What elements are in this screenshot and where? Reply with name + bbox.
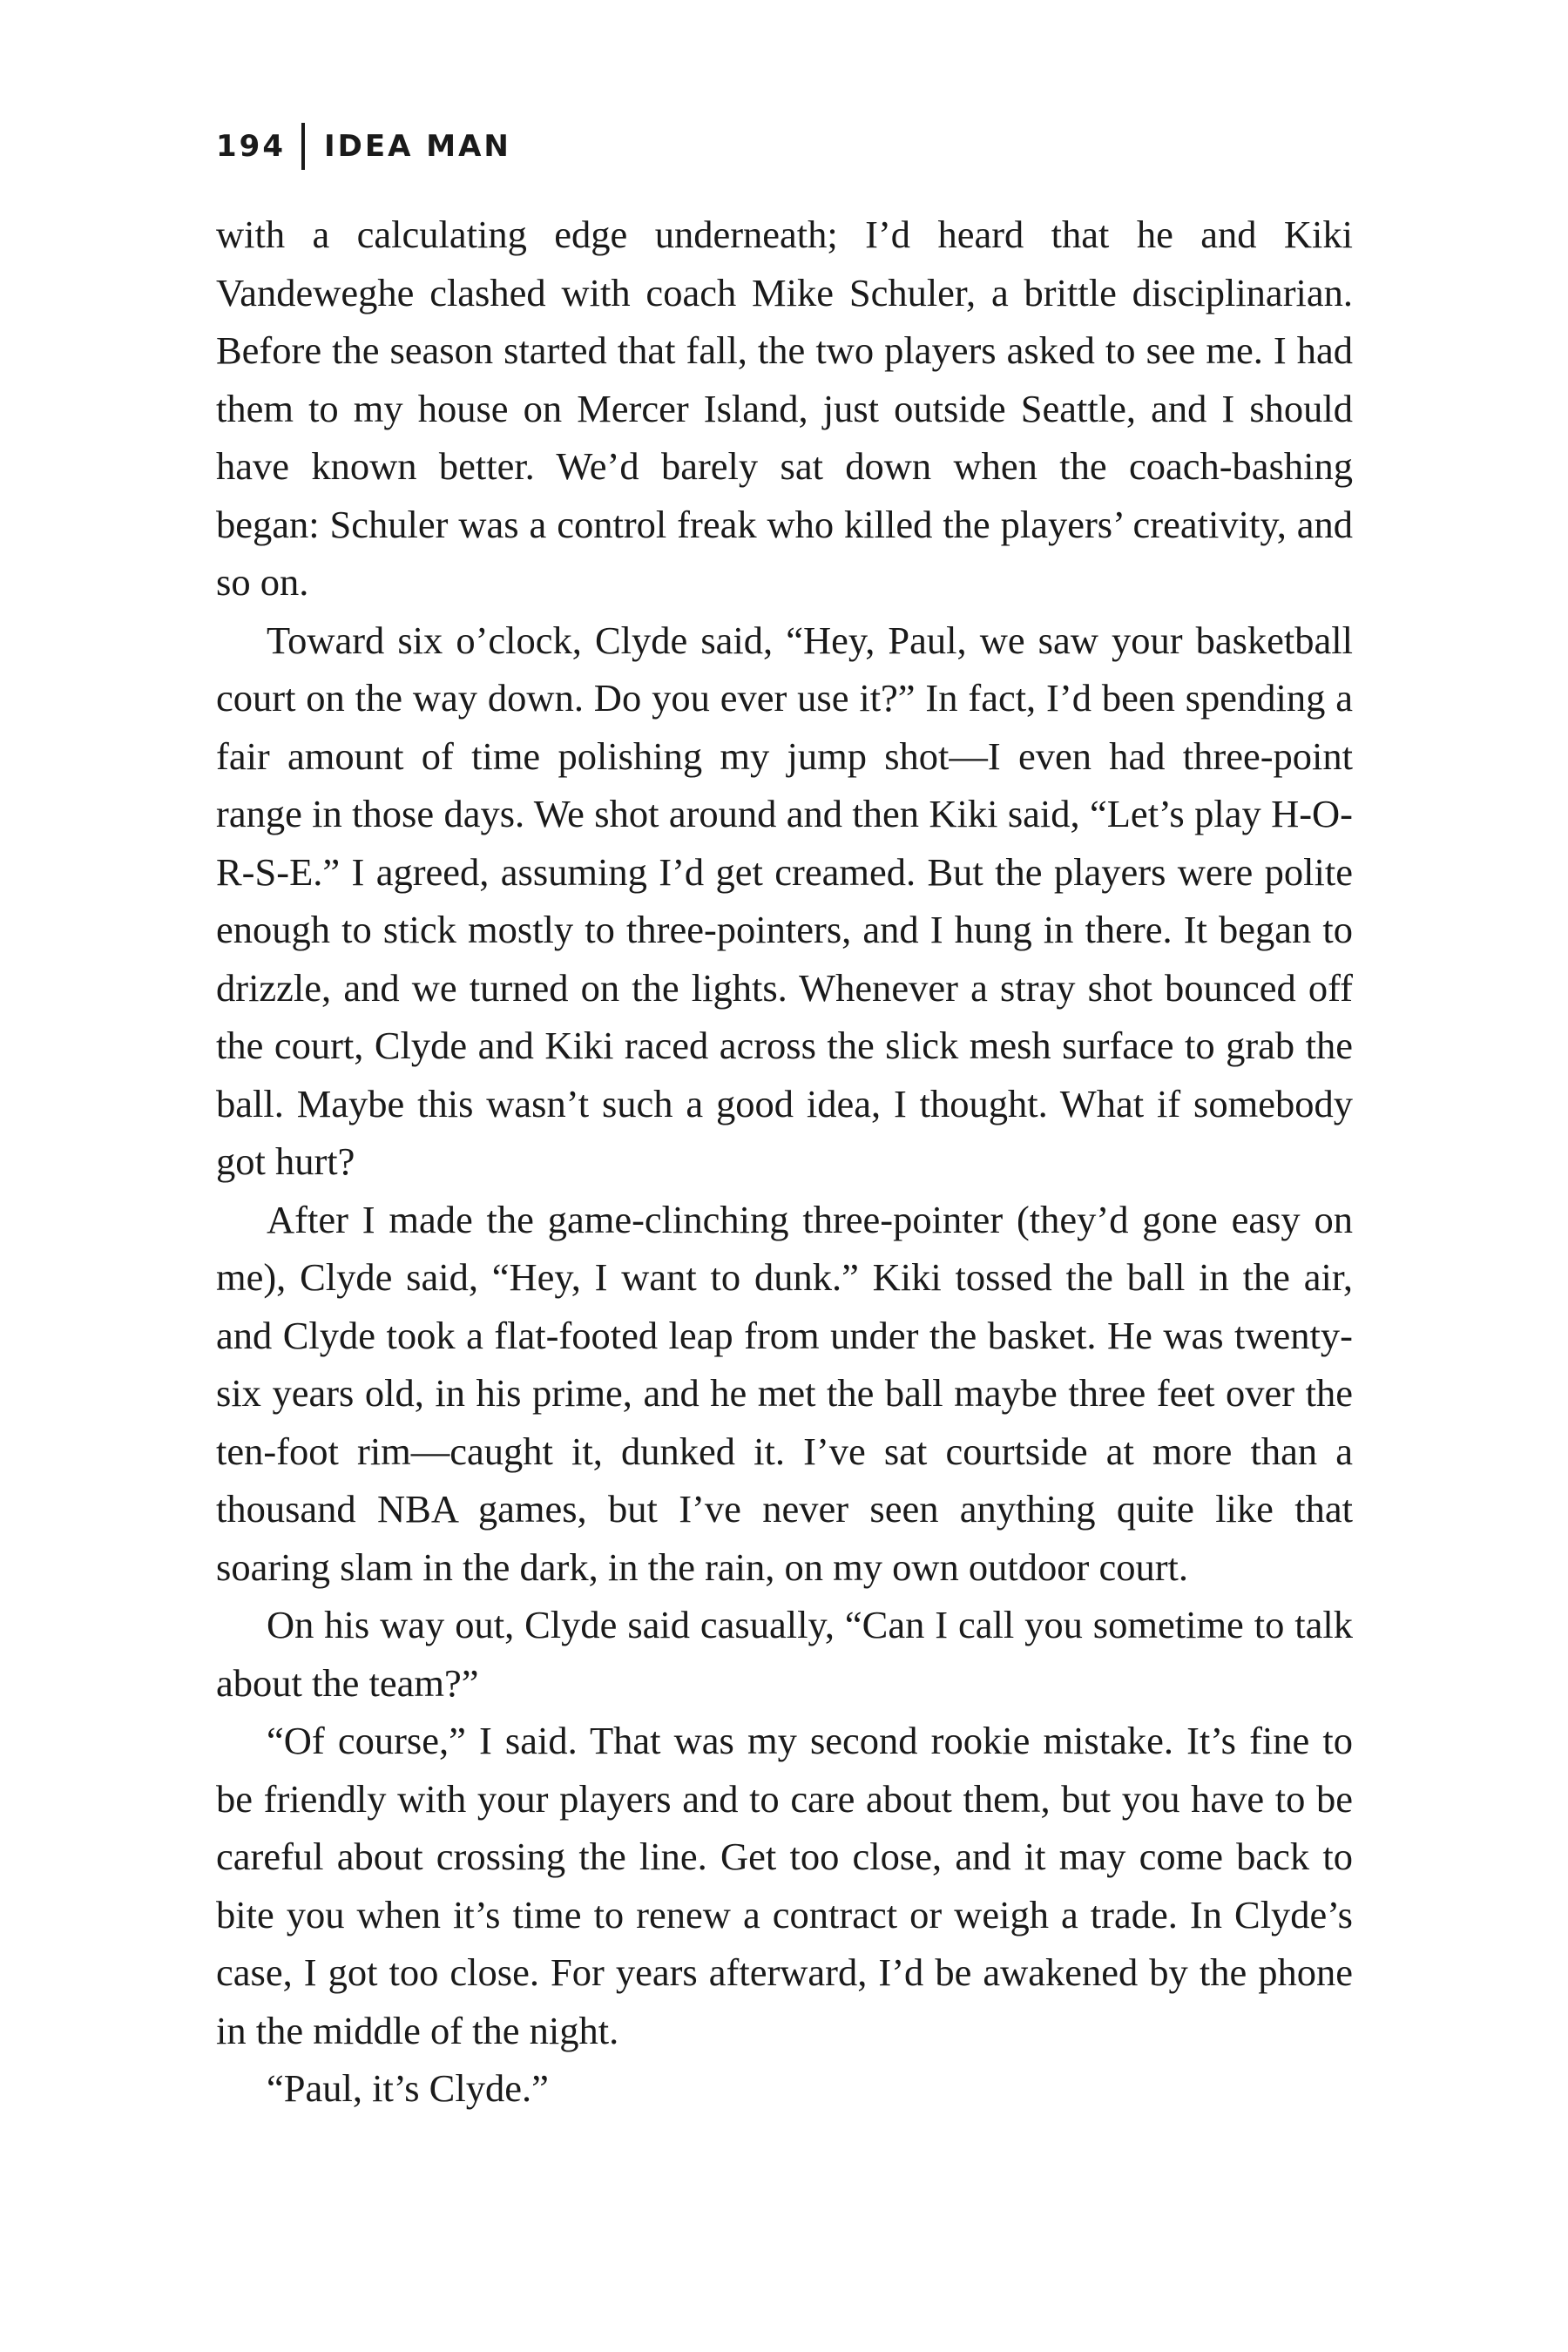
paragraph-continued: with a calculating edge underneath; I’d heard that he and Kiki Vandeweghe clashed with coach Mike Schuler, a brittle disciplinarian. Before the season started that fall, the two players asked to see me. I had them to my house on Mercer Island, just outside Seattle, and I should have known better. We’d barely sat down when the coach-bashing began: Schuler was a control freak who killed the players’ creativity, and so on.	[216, 213, 1353, 604]
book-title: IDEA MAN	[323, 129, 511, 164]
paragraph: After I made the game-clinching three-pointer (they’d gone easy on me), Clyde said, “Hey, I want to dunk.” Kiki tossed the ball in the air, and Clyde took a flat-footed leap from under the basket. He was twenty-six years old, in his prime, and he met the ball maybe three feet over the ten-foot rim—caught it, dunked it. I’ve sat courtside at more than a thousand NBA games, but I’ve never seen anything quite like that soaring slam in the dark, in the rain, on my own outdoor court.	[216, 1197, 1353, 1589]
paragraph: On his way out, Clyde said casually, “Can I call you sometime to talk about the team?”	[216, 1603, 1353, 1705]
body-text	[216, 206, 1353, 2118]
paragraph: “Paul, it’s Clyde.”	[267, 2066, 549, 2110]
page-number: 194	[216, 129, 286, 164]
paragraph: “Of course,” I said. That was my second rookie mistake. It’s fine to be friendly with your players and to care about them, but you have to be careful about crossing the line. Get too close, and it may come back to bite you when it’s time to renew a contract or weigh a trade. In Clyde’s case, I got too close. For years afterward, I’d be awakened by the phone in the middle of the night.	[216, 1719, 1353, 2052]
paragraph: Toward six o’clock, Clyde said, “Hey, Paul, we saw your basketball court on the way down. Do you ever use it?” In fact, I’d been spending a fair amount of time polishing my jump shot—I even had three-point range in those days. We shot around and then Kiki said, “Let’s play H-O-R-S-E.” I agreed, assuming I’d get creamed. But the players were polite enough to stick mostly to three-pointers, and I hung in there. It began to drizzle, and we turned on the lights. Whenever a stray shot bounced off the court, Clyde and Kiki raced across the slick mesh surface to grab the ball. Maybe this wasn’t such a good idea, I thought. What if somebody got hurt?	[216, 618, 1353, 1183]
running-head	[216, 120, 511, 172]
header-divider	[301, 123, 305, 170]
